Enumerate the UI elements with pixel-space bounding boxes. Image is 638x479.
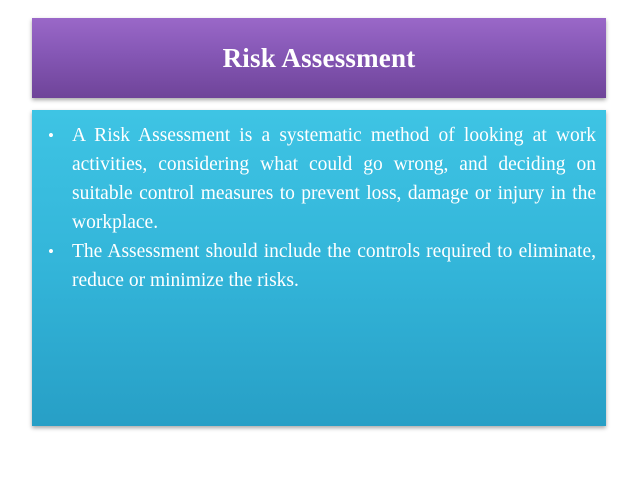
bullet-item [42, 237, 596, 295]
title-banner [32, 18, 606, 98]
bullet-icon: • [48, 242, 54, 261]
content-panel [32, 110, 606, 426]
bullet-text: A Risk Assessment is a systematic method of looking at work activities, considering what could go wrong, and deciding on suitable control measures to prevent loss, damage or injury in the workplace. [72, 125, 596, 233]
bullet-item [42, 121, 596, 237]
slide-title: Risk Assessment [222, 42, 416, 73]
bullet-text: The Assessment should include the controls required to eliminate, reduce or minimize the risks. [72, 241, 596, 291]
bullet-list [42, 121, 596, 295]
bullet-icon: • [48, 126, 54, 145]
